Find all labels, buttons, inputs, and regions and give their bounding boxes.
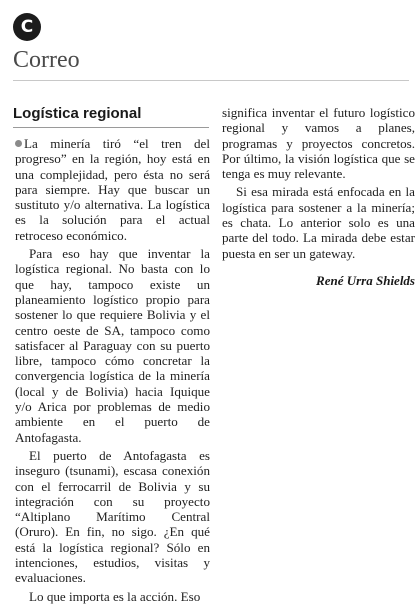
article-column-right <box>222 105 415 289</box>
article-headline: Logística regional <box>13 105 142 122</box>
section-badge: C <box>13 13 41 41</box>
author-signature: René Urra Shields <box>316 272 415 288</box>
paragraph: El puerto de Antofagasta es inseguro (tsunami), escasa conexión con el ferrocarril de Bolivia y su integración con su proyecto “Altiplano Marítimo Central (Oruro). En fin, no sigo. ¿En qué está la logística regional? Sólo en intenciones, estudios, visitas y evaluaciones. <box>15 447 210 586</box>
paragraph: Si esa mirada está enfocada en la logística para sostener a la minería; es chata. Lo anterior solo es una parte del todo. La mirada debe estar puesta en ser un gateway. <box>222 184 415 261</box>
paragraph: Para eso hay que inventar la logística regional. No basta con lo que hay, tampoco existe un planeamiento logístico propio para sostener lo que requiere Bolivia y el centro oeste de SA, tampoco como satisfacer al Paraguay con su puerto libre, tampoco cómo concretar la convergencia logística de la minería (local y de Bolivia) hacia Iquique y/o Arica por problemas de medio ambiente en el puerto de Antofagasta. <box>15 246 210 445</box>
paragraph: significa inventar el futuro logístico regional y vamos a planes, programas y proyectos concretos. Por último, la visión logística que se tenga es muy relevante. <box>222 105 415 182</box>
paragraph: Lo que importa es la acción. Eso <box>29 588 201 604</box>
paragraph-text: La minería tiró “el tren del progreso” en la región, hoy está en una complejidad, pero ésta no será para siempre. Hay que buscar un sustituto y/o alternativa. La logística es la solución para el actual retroceso económico. <box>15 136 210 243</box>
bullet-icon <box>15 140 22 147</box>
headline-divider <box>13 127 209 128</box>
section-divider <box>13 80 409 81</box>
section-title: Correo <box>13 47 80 73</box>
paragraph <box>15 136 210 243</box>
article-column-left <box>15 136 210 607</box>
